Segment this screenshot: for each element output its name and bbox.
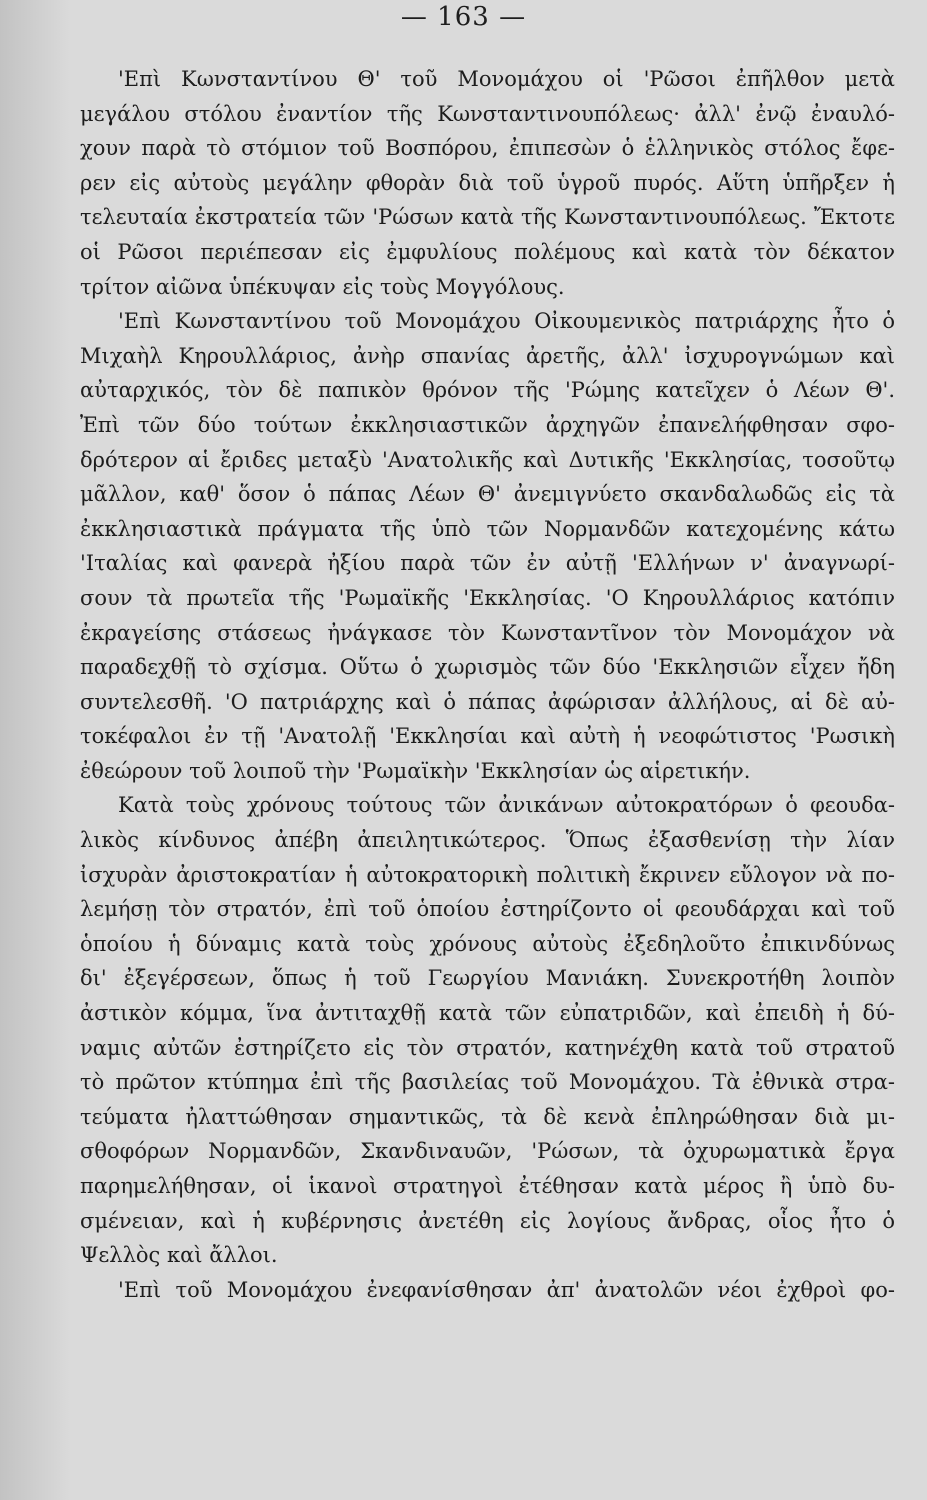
text-line: τοκέφαλοι ἐν τῇ 'Ανατολῇ 'Εκκλησίαι καὶ αὐτὴ ἡ νεοφώτιστος 'Ρωσικὴ <box>80 724 895 749</box>
text-line: παρημελήθησαν, οἱ ἱκανοὶ στρατηγοὶ ἐτέθησαν κατὰ μέρος ἢ ὑπὸ δυ- <box>80 1174 895 1198</box>
text-line: ἐκραγείσης στάσεως ἠνάγκασε τὸν Κωνσταντῖνον τὸν Μονομάχον νὰ <box>80 620 895 645</box>
text-line: δι' ἐξεγέρσεων, ὅπως ἡ τοῦ Γεωργίου Μανιάκη. Συνεκροτήθη λοιπὸν <box>80 966 895 991</box>
text-line: τρίτον αἰῶνα ὑπέκυψαν εἰς τοὺς Μογγόλους. <box>80 274 565 299</box>
text-line: ἀστικὸν κόμμα, ἵνα ἀντιταχθῇ κατὰ τῶν εὐπατριδῶν, καὶ ἐπειδὴ ἡ δύ- <box>80 1001 895 1026</box>
paragraph <box>80 304 895 788</box>
text-line: τεύματα ἠλαττώθησαν σημαντικῶς, τὰ δὲ κενὰ ἐπληρώθησαν διὰ μι- <box>80 1104 895 1129</box>
text-line: οἱ Ρῶσοι περιέπεσαν εἰς ἐμφυλίους πολέμους καὶ κατὰ τὸν δέκατον <box>80 239 895 264</box>
text-line: παραδεχθῇ τὸ σχίσμα. Οὕτω ὁ χωρισμὸς τῶν δύο 'Εκκλησιῶν εἶχεν ἤδη <box>80 655 895 680</box>
text-line: συντελεσθῆ. 'Ο πατριάρχης καὶ ὁ πάπας ἀφώρισαν ἀλλήλους, αἱ δὲ αὐ- <box>80 689 895 714</box>
paragraph <box>80 788 895 1272</box>
text-line: ναμις αὐτῶν ἐστηρίζετο εἰς τὸν στρατόν, κατηνέχθη κατὰ τοῦ στρατοῦ <box>80 1035 895 1060</box>
text-line: Ψελλὸς καὶ ἄλλοι. <box>80 1243 278 1268</box>
body-text <box>80 62 895 1307</box>
text-line: ἐκκλησιαστικὰ πράγματα τῆς ὑπὸ τῶν Νορμανδῶν κατεχομένης κάτω <box>80 516 895 541</box>
text-line: λικὸς κίνδυνος ἀπέβη ἀπειλητικώτερος. Ὅπως ἐξασθενίσῃ τὴν λίαν <box>80 828 895 853</box>
text-line: σουν τὰ πρωτεῖα τῆς 'Ρωμαϊκῆς 'Εκκλησίας. 'Ο Κηρουλλάριος κατόπιν <box>80 585 895 610</box>
text-line: ἰσχυρὰν ἀριστοκρατίαν ἡ αὐτοκρατορικὴ πολιτικὴ ἔκρινεν εὔλογον νὰ πο- <box>80 862 895 887</box>
paragraph <box>80 1273 895 1308</box>
text-line: δρότερον αἱ ἔριδες μεταξὺ 'Ανατολικῆς καὶ Δυτικῆς 'Εκκλησίας, τοσοῦτῳ <box>80 447 895 472</box>
text-line: 'Επὶ τοῦ Μονομάχου ἐνεφανίσθησαν ἀπ' ἀνατολῶν νέοι ἐχθροὶ φο- <box>118 1277 895 1302</box>
paragraph <box>80 62 895 304</box>
text-line: ἐθεώρουν τοῦ λοιποῦ τὴν 'Ρωμαϊκὴν 'Εκκλησίαν ὡς αἱρετικήν. <box>80 758 751 783</box>
text-line: μᾶλλον, καθ' ὅσον ὁ πάπας Λέων Θ' ἀνεμιγνύετο σκανδαλωδῶς εἰς τὰ <box>80 482 895 507</box>
text-line: Μιχαὴλ Κηρουλλάριος, ἀνὴρ σπανίας ἀρετῆς, ἀλλ' ἰσχυρογνώμων καὶ <box>80 343 895 368</box>
text-line: ὁποίου ἡ δύναμις κατὰ τοὺς χρόνους αὐτοὺς ἐξεδηλοῦτο ἐπικινδύνως <box>80 931 895 956</box>
text-line: μεγάλου στόλου ἐναντίον τῆς Κωνσταντινουπόλεως· ἀλλ' ἐνῷ ἐναυλό- <box>80 101 895 126</box>
text-line: αὐταρχικός, τὸν δὲ παπικὸν θρόνον τῆς 'Ρώμης κατεῖχεν ὁ Λέων Θ'. <box>80 378 895 403</box>
text-line: σμένειαν, καὶ ἡ κυβέρνησις ἀνετέθη εἰς λογίους ἄνδρας, οἷος ἦτο ὁ <box>80 1208 895 1233</box>
text-line: ρεν εἰς αὐτοὺς μεγάλην φθορὰν διὰ τοῦ ὑγροῦ πυρός. Αὕτη ὑπῆρξεν ἡ <box>80 170 895 195</box>
text-line: 'Ιταλίας καὶ φανερὰ ἠξίου παρὰ τῶν ἐν αὐτῇ 'Ελλήνων ν' ἀναγνωρί- <box>80 551 895 576</box>
page-number: — 163 — <box>400 2 527 32</box>
text-line: Κατὰ τοὺς χρόνους τούτους τῶν ἀνικάνων αὐτοκρατόρων ὁ φεουδα- <box>118 793 895 818</box>
text-line: Ἐπὶ τῶν δύο τούτων ἐκκλησιαστικῶν ἀρχηγῶν ἐπανελήφθησαν σφο- <box>80 412 895 437</box>
text-line: λεμήσῃ τὸν στρατόν, ἐπὶ τοῦ ὁποίου ἐστηρίζοντο οἱ φεουδάρχαι καὶ τοῦ <box>80 897 895 922</box>
text-line: σθοφόρων Νορμανδῶν, Σκανδιναυῶν, 'Ρώσων, τὰ ὀχυρωματικὰ ἔργα <box>80 1139 895 1164</box>
text-line: τὸ πρῶτον κτύπημα ἐπὶ τῆς βασιλείας τοῦ Μονομάχου. Τὰ ἐθνικὰ στρα- <box>80 1070 895 1095</box>
text-line: 'Επὶ Κωνσταντίνου Θ' τοῦ Μονομάχου οἱ 'Ρῶσοι ἐπῆλθον μετὰ <box>118 67 895 91</box>
text-line: τελευταία ἐκστρατεία τῶν 'Ρώσων κατὰ τῆς Κωνσταντινουπόλεως. Ἔκτοτε <box>80 205 895 230</box>
text-line: χουν παρὰ τὸ στόμιον τοῦ Βοσπόρου, ἐπιπεσὼν ὁ ἑλληνικὸς στόλος ἔφε- <box>80 136 895 161</box>
text-line: 'Επὶ Κωνσταντίνου τοῦ Μονομάχου Οἰκουμενικὸς πατριάρχης ἦτο ὁ <box>118 309 895 334</box>
